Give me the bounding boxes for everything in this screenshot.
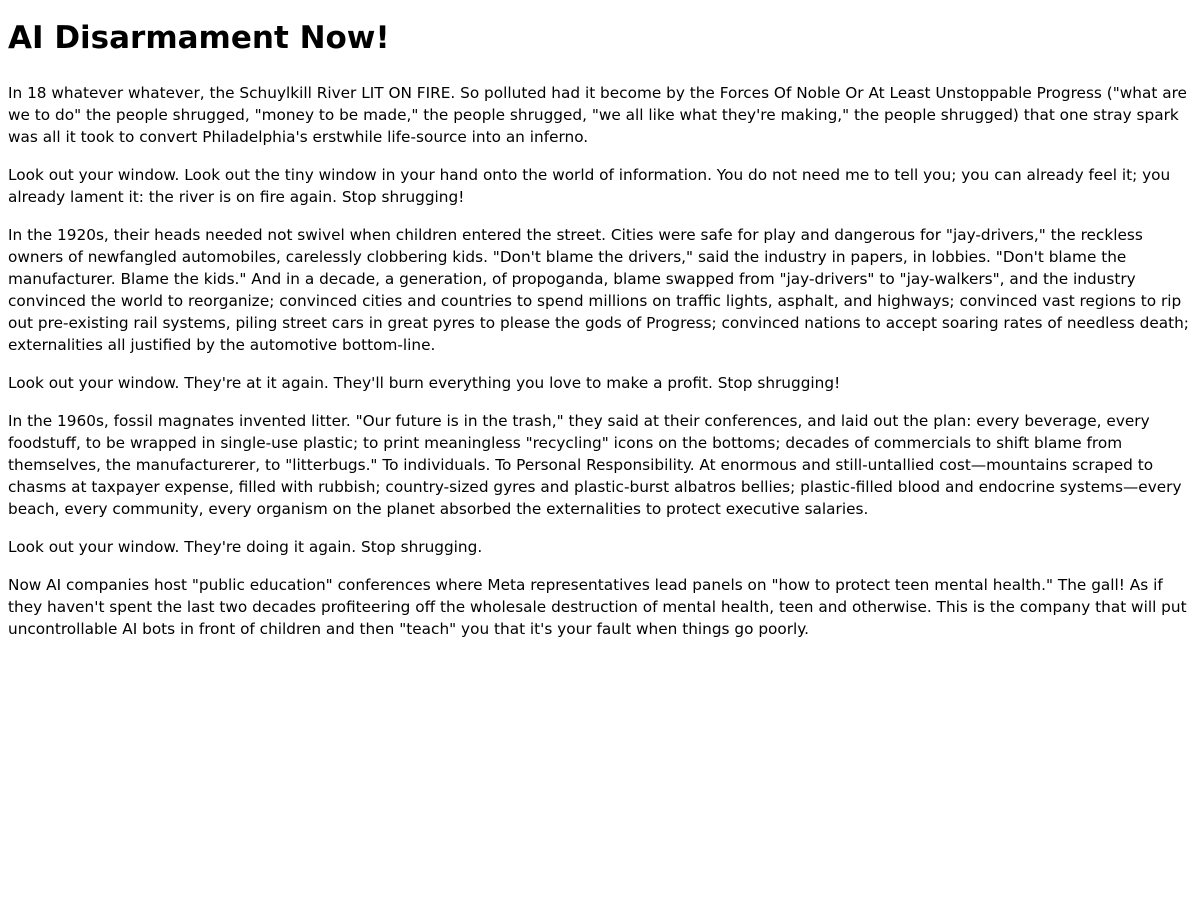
paragraph-schuylkill-river: In 18 whatever whatever, the Schuylkill River LIT ON FIRE. So polluted had it become by the Forces Of Noble Or At Least Unstoppable Progress ("what are we to do" the people shrugged, "money to be made," the people shrugged, "we all like what they're making," the people shrugged) that one stray spark was all it took to convert Philadelphia's erstwhile life-source into an inferno. [8,84,1187,146]
paragraph-ai-companies: Now AI companies host "public education" conferences where Meta representatives lead panels on "how to protect teen mental health." The gall! As if they haven't spent the last two decades profiteering off the wholesale destruction of mental health, teen and otherwise. This is the company that will put uncontrollable AI bots in front of children and then "teach" you that it's your fault when things go poorly. [8,576,1187,638]
paragraph-look-out-window-3: Look out your window. They're doing it again. Stop shrugging. [8,538,483,556]
page-title: AI Disarmament Now! [8,20,390,56]
paragraph-look-out-window-2: Look out your window. They're at it again. They'll burn everything you love to make a profit. Stop shrugging! [8,374,841,392]
paragraph-1960s-litter: In the 1960s, fossil magnates invented litter. "Our future is in the trash," they said at their conferences, and laid out the plan: every beverage, every foodstuff, to be wrapped in single-use plastic; to print meaningless "recycling" icons on the bottoms; decades of commercials to shift blame from themselves, the manufacturerer, to "litterbugs." To individuals. To Personal Responsibility. At enormous and still-untallied cost—mountains scraped to chasms at taxpayer expense, filled with rubbish; country-sized gyres and plastic-burst albatros bellies; plastic-filled blood and endocrine systems—every beach, every community, every organism on the planet absorbed the externalities to protect executive salaries. [8,412,1182,518]
paragraph-1920s-jay-drivers: In the 1920s, their heads needed not swivel when children entered the street. Cities were safe for play and dangerous for "jay-drivers," the reckless owners of newfangled automobiles, carelessly clobbering kids. "Don't blame the drivers," said the industry in papers, in lobbies. "Don't blame the manufacturer. Blame the kids." And in a decade, a generation, of propoganda, blame swapped from "jay-drivers" to "jay-walkers", and the industry convinced the world to reorganize; convinced cities and countries to spend millions on traffic lights, asphalt, and highways; convinced vast regions to rip out pre-existing rail systems, piling street cars in great pyres to please the gods of Progress; convinced nations to accept soaring rates of needless death; externalities all justified by the automotive bottom-line. [8,226,1189,354]
paragraph-look-out-window-1: Look out your window. Look out the tiny window in your hand onto the world of information. You do not need me to tell you; you can already feel it; you already lament it: the river is on fire again. Stop shrugging! [8,166,1171,206]
